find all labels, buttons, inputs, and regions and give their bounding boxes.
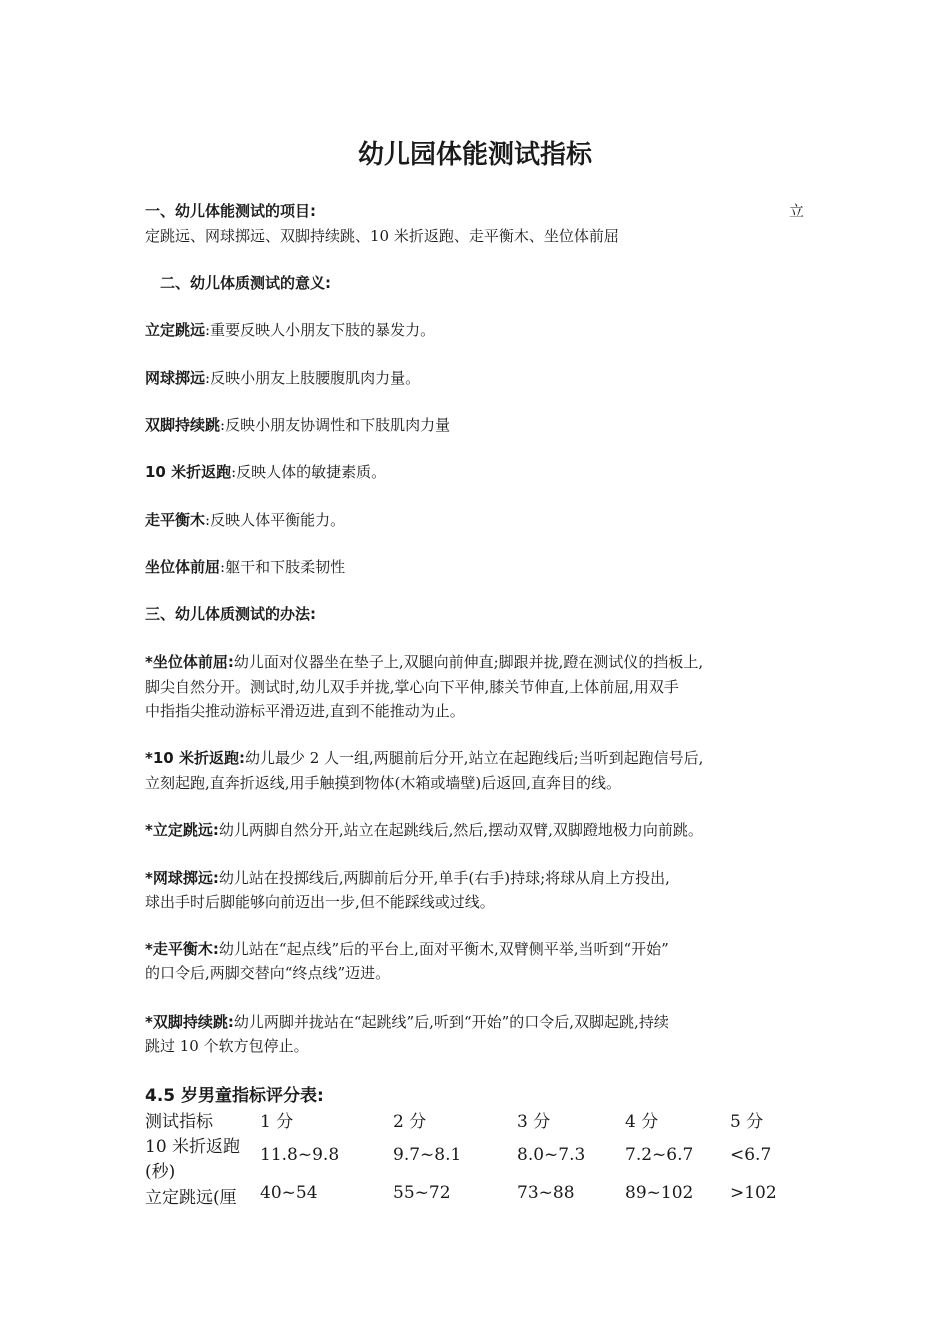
table-row-label: 立定跳远(厘 bbox=[145, 1188, 237, 1208]
meaning-item: 立定跳远:重要反映人小朋友下肢的暴发力。 bbox=[145, 321, 436, 339]
method-text: 幼儿站在“起点线”后的平台上,面对平衡木,双臂侧平举,当听到“开始” bbox=[218, 940, 669, 958]
method-label: *网球掷远: bbox=[145, 869, 219, 887]
method-text: 幼儿最少 2 人一组,两腿前后分开,站立在起跑线后;当听到起跑信号后, bbox=[244, 749, 704, 767]
method-item bbox=[145, 1010, 669, 1034]
score-table-heading: 4.5 岁男童指标评分表: bbox=[145, 1086, 324, 1106]
method-item bbox=[145, 937, 669, 961]
table-header-cell: 测试指标 bbox=[145, 1112, 213, 1132]
meaning-item: 双脚持续跳:反映小朋友协调性和下肢肌肉力量 bbox=[145, 416, 451, 434]
meaning-text: 反映小朋友协调性和下肢肌肉力量 bbox=[225, 416, 451, 434]
table-cell: 40~54 bbox=[260, 1183, 318, 1203]
method-label: *坐位体前屈: bbox=[145, 653, 234, 671]
table-cell: 55~72 bbox=[393, 1183, 451, 1203]
meaning-label: 10 米折返跑 bbox=[145, 463, 232, 481]
method-text: 幼儿两脚并拢站在“起跳线”后,听到“开始”的口令后,双脚起跳,持续 bbox=[233, 1013, 669, 1031]
method-text-line: 跳过 10 个软方包停止。 bbox=[145, 1037, 309, 1055]
method-item bbox=[145, 746, 703, 770]
meaning-text: 反映小朋友上肢腰腹肌肉力量。 bbox=[210, 369, 421, 387]
method-text: 幼儿两脚自然分开,站立在起跳线后,然后,摆动双臂,双脚蹬地极力向前跳。 bbox=[218, 821, 703, 839]
section1-heading: 一、幼儿体能测试的项目: bbox=[145, 202, 316, 220]
section2-heading: 二、幼儿体质测试的意义: bbox=[160, 274, 331, 292]
table-cell: <6.7 bbox=[730, 1145, 772, 1165]
method-text-line: 中指指尖推动游标平滑迈进,直到不能推动为止。 bbox=[145, 702, 465, 720]
meaning-label: 立定跳远 bbox=[145, 321, 206, 339]
meaning-label: 双脚持续跳 bbox=[145, 416, 221, 434]
meaning-item: 坐位体前屈:躯干和下肢柔韧性 bbox=[145, 558, 346, 576]
meaning-item: 网球掷远:反映小朋友上肢腰腹肌肉力量。 bbox=[145, 369, 421, 387]
meaning-item: 走平衡木:反映人体平衡能力。 bbox=[145, 511, 346, 529]
table-cell: 9.7~8.1 bbox=[393, 1145, 462, 1165]
section3-heading: 三、幼儿体质测试的办法: bbox=[145, 605, 316, 623]
meaning-label: 网球掷远 bbox=[145, 369, 206, 387]
method-text-line: 球出手时后脚能够向前迈出一步,但不能踩线或过线。 bbox=[145, 893, 495, 911]
meaning-label: 坐位体前屈 bbox=[145, 558, 221, 576]
method-text: 幼儿站在投掷线后,两脚前后分开,单手(右手)持球;将球从肩上方投出, bbox=[218, 869, 670, 887]
table-cell: 73~88 bbox=[517, 1183, 575, 1203]
method-label: *双脚持续跳: bbox=[145, 1013, 234, 1031]
table-header-cell: 3 分 bbox=[517, 1112, 551, 1132]
document-title: 幼儿园体能测试指标 bbox=[357, 140, 592, 170]
table-header-cell: 5 分 bbox=[730, 1112, 764, 1132]
table-header-cell: 1 分 bbox=[260, 1112, 294, 1132]
method-item bbox=[145, 866, 670, 890]
meaning-item: 10 米折返跑:反映人体的敏捷素质。 bbox=[145, 463, 387, 481]
method-text-line: 立刻起跑,直奔折返线,用手触摸到物体(木箱或墙壁)后返回,直奔目的线。 bbox=[145, 774, 622, 792]
method-item bbox=[145, 650, 703, 674]
method-label: *走平衡木: bbox=[145, 940, 219, 958]
meaning-label: 走平衡木 bbox=[145, 511, 206, 529]
method-item bbox=[145, 818, 703, 842]
meaning-text: 反映人体的敏捷素质。 bbox=[236, 463, 387, 481]
meaning-text: 躯干和下肢柔韧性 bbox=[225, 558, 346, 576]
section1-items: 定跳远、网球掷远、双脚持续跳、10 米折返跑、走平衡木、坐位体前屈 bbox=[145, 227, 619, 245]
table-cell: 7.2~6.7 bbox=[625, 1145, 694, 1165]
table-cell: 8.0~7.3 bbox=[517, 1145, 586, 1165]
method-text-line: 的口令后,两脚交替向“终点线”迈进。 bbox=[145, 964, 391, 982]
meaning-text: 反映人体平衡能力。 bbox=[210, 511, 346, 529]
meaning-text: 重要反映人小朋友下肢的暴发力。 bbox=[210, 321, 436, 339]
method-label: *立定跳远: bbox=[145, 821, 219, 839]
method-label: *10 米折返跑: bbox=[145, 749, 245, 767]
method-text-line: 脚尖自然分开。测试时,幼儿双手并拢,掌心向下平伸,膝关节伸直,上体前屈,用双手 bbox=[145, 678, 679, 696]
table-cell: 11.8~9.8 bbox=[260, 1145, 340, 1165]
table-header-cell: 4 分 bbox=[625, 1112, 659, 1132]
table-row-label-unit: (秒) bbox=[145, 1162, 176, 1182]
section1-trail-char: 立 bbox=[789, 202, 805, 220]
table-row-label: 10 米折返跑 bbox=[145, 1137, 241, 1157]
table-header-cell: 2 分 bbox=[393, 1112, 427, 1132]
method-text: 幼儿面对仪器坐在垫子上,双腿向前伸直;脚跟并拢,蹬在测试仪的挡板上, bbox=[233, 653, 704, 671]
table-cell: 89~102 bbox=[625, 1183, 694, 1203]
table-cell: >102 bbox=[730, 1183, 777, 1203]
